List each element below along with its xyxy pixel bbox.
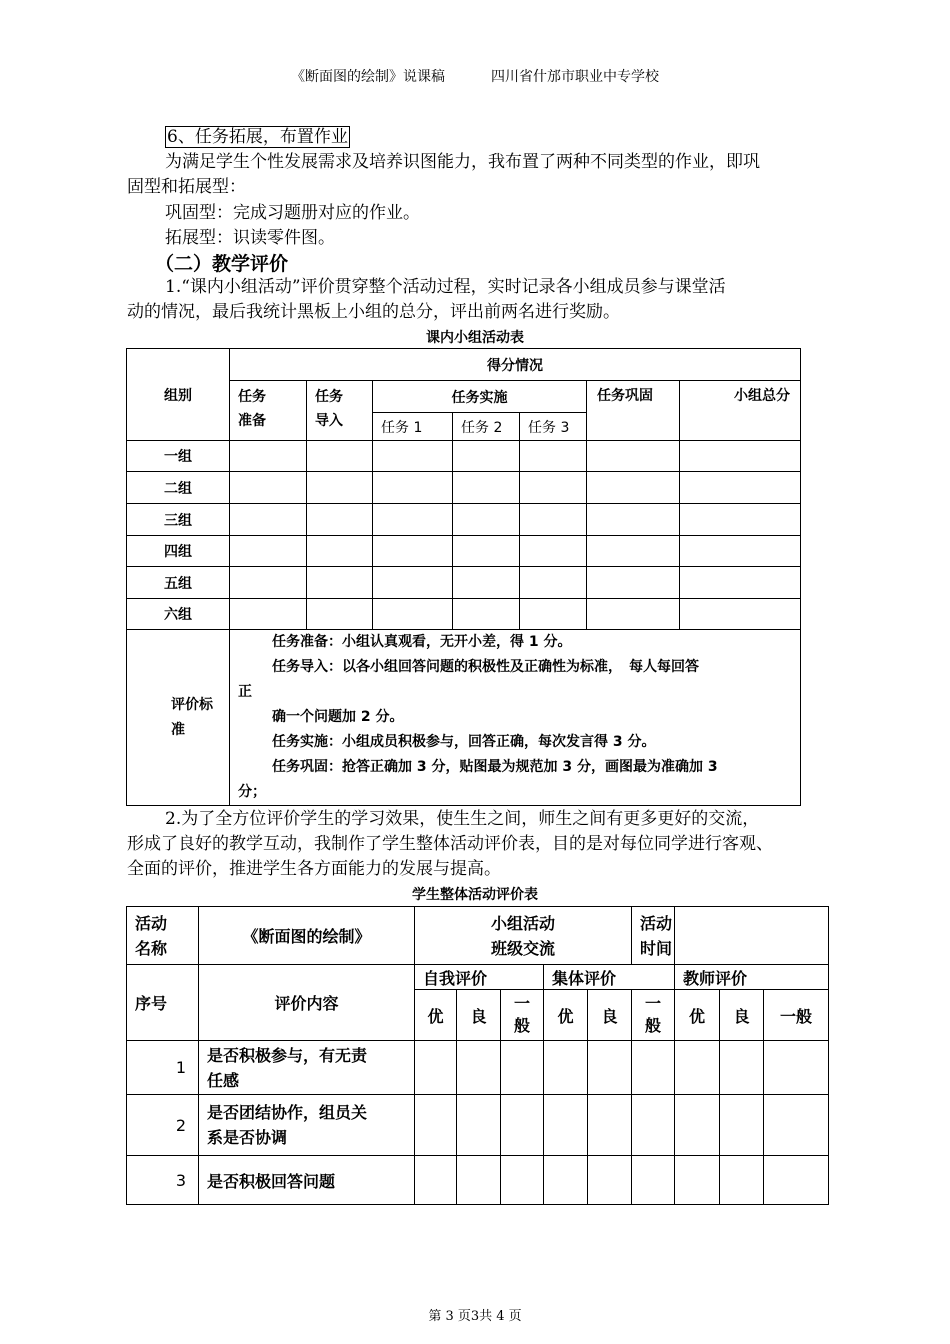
eval-p2-line2: 形成了良好的教学互动，我制作了学生整体活动评价表，目的是对每位同学进行客观、 (127, 834, 773, 854)
row-content: 是否团结协作，组员关 系是否协调 (199, 1095, 415, 1156)
table-row (127, 1156, 829, 1205)
table-row (127, 599, 801, 630)
col-task-impl: 任务实施 (373, 381, 587, 413)
activity-type: 小组活动 班级交流 (415, 907, 632, 965)
section6-para-line2: 固型和拓展型： (127, 177, 246, 197)
table-row (127, 567, 801, 599)
table-row (127, 441, 801, 472)
group-label: 四组 (127, 536, 230, 567)
grade-good: 良 (588, 990, 632, 1041)
grade-excellent: 优 (544, 990, 588, 1041)
activity-time-value (675, 907, 829, 965)
section6-heading: 6、任务拓展，布置作业 (167, 127, 348, 147)
eval-p1-line1: 1.“课内小组活动”评价贯穿整个活动过程，实时记录各小组成员参与课堂活 (165, 277, 726, 297)
grade-good: 良 (720, 990, 764, 1041)
grade-excellent: 优 (675, 990, 720, 1041)
score-header: 得分情况 (230, 349, 801, 381)
criteria-label: 评价标 准 (127, 630, 230, 806)
section-eval-heading: （二）教学评价 (155, 253, 289, 275)
eval-p2-line3: 全面的评价，推进学生各方面能力的发展与提高。 (127, 859, 501, 879)
activity-name-label: 活动 名称 (127, 907, 199, 965)
grade-good: 良 (457, 990, 501, 1041)
activity-time-label: 活动 时间 (632, 907, 675, 965)
table-row (127, 1041, 829, 1095)
group-label: 三组 (127, 504, 230, 536)
group-activity-table (126, 348, 801, 806)
col-task-3: 任务 3 (520, 413, 587, 441)
section6-item1: 巩固型：完成习题册对应的作业。 (165, 203, 420, 223)
row-number: 2 (127, 1095, 199, 1156)
teacher-eval-header: 教师评价 (675, 965, 829, 990)
col-task-prep: 任务 准备 (230, 381, 307, 441)
col-task-2: 任务 2 (453, 413, 520, 441)
col-group-total: 小组总分 (680, 381, 801, 441)
group-eval-header: 集体评价 (544, 965, 675, 990)
table2-caption: 学生整体活动评价表 (412, 887, 538, 903)
self-eval-header: 自我评价 (415, 965, 544, 990)
table-row (127, 1095, 829, 1156)
eval-p2-line1: 2.为了全方位评价学生的学习效果，使生生之间，师生之间有更多更好的交流， (165, 809, 760, 829)
row-content: 是否积极参与，有无责 任感 (199, 1041, 415, 1095)
row-content: 是否积极回答问题 (199, 1156, 415, 1205)
grade-fair: 一般 (764, 990, 829, 1041)
student-eval-table (126, 906, 829, 1205)
criteria-text: 任务准备：小组认真观看，无开小差，得 1 分。 任务导入：以各小组回答问题的积极性及正确性为标准， 每人每回答 正 确一个问题加 2 分。 任务实施：小组成员积极参与，回答正确，每次发言得 3 分。 任务巩固：抢答正确加 3 分，贴图最为规范加 3 分，画图最为准确加 3 分； (230, 630, 801, 806)
eval-p1-line2: 动的情况，最后我统计黑板上小组的总分，评出前两名进行奖励。 (127, 302, 620, 322)
table-row (127, 472, 801, 504)
row-number: 3 (127, 1156, 199, 1205)
header-school: 四川省什邡市职业中专学校 (491, 69, 659, 85)
table-row (127, 504, 801, 536)
seq-header: 序号 (127, 965, 199, 1041)
col-task-1: 任务 1 (373, 413, 453, 441)
header-title: 《断面图的绘制》说课稿 (291, 69, 445, 85)
page-footer: 第 3 页3共 4 页 (428, 1309, 522, 1324)
group-header: 组别 (127, 349, 230, 441)
grade-fair: 一 般 (501, 990, 544, 1041)
table1-caption: 课内小组活动表 (426, 330, 524, 346)
col-task-consolidate: 任务巩固 (587, 381, 680, 441)
group-label: 一组 (127, 441, 230, 472)
section6-item2: 拓展型：识读零件图。 (165, 228, 335, 248)
page-header (0, 66, 950, 86)
section6-para-line1: 为满足学生个性发展需求及培养识图能力，我布置了两种不同类型的作业，即巩 (165, 152, 760, 172)
grade-excellent: 优 (415, 990, 457, 1041)
activity-title: 《断面图的绘制》 (199, 907, 415, 965)
content-header: 评价内容 (199, 965, 415, 1041)
col-task-intro: 任务 导入 (307, 381, 373, 441)
group-label: 二组 (127, 472, 230, 504)
group-label: 六组 (127, 599, 230, 630)
table-row (127, 536, 801, 567)
group-label: 五组 (127, 567, 230, 599)
row-number: 1 (127, 1041, 199, 1095)
grade-fair: 一 般 (632, 990, 675, 1041)
